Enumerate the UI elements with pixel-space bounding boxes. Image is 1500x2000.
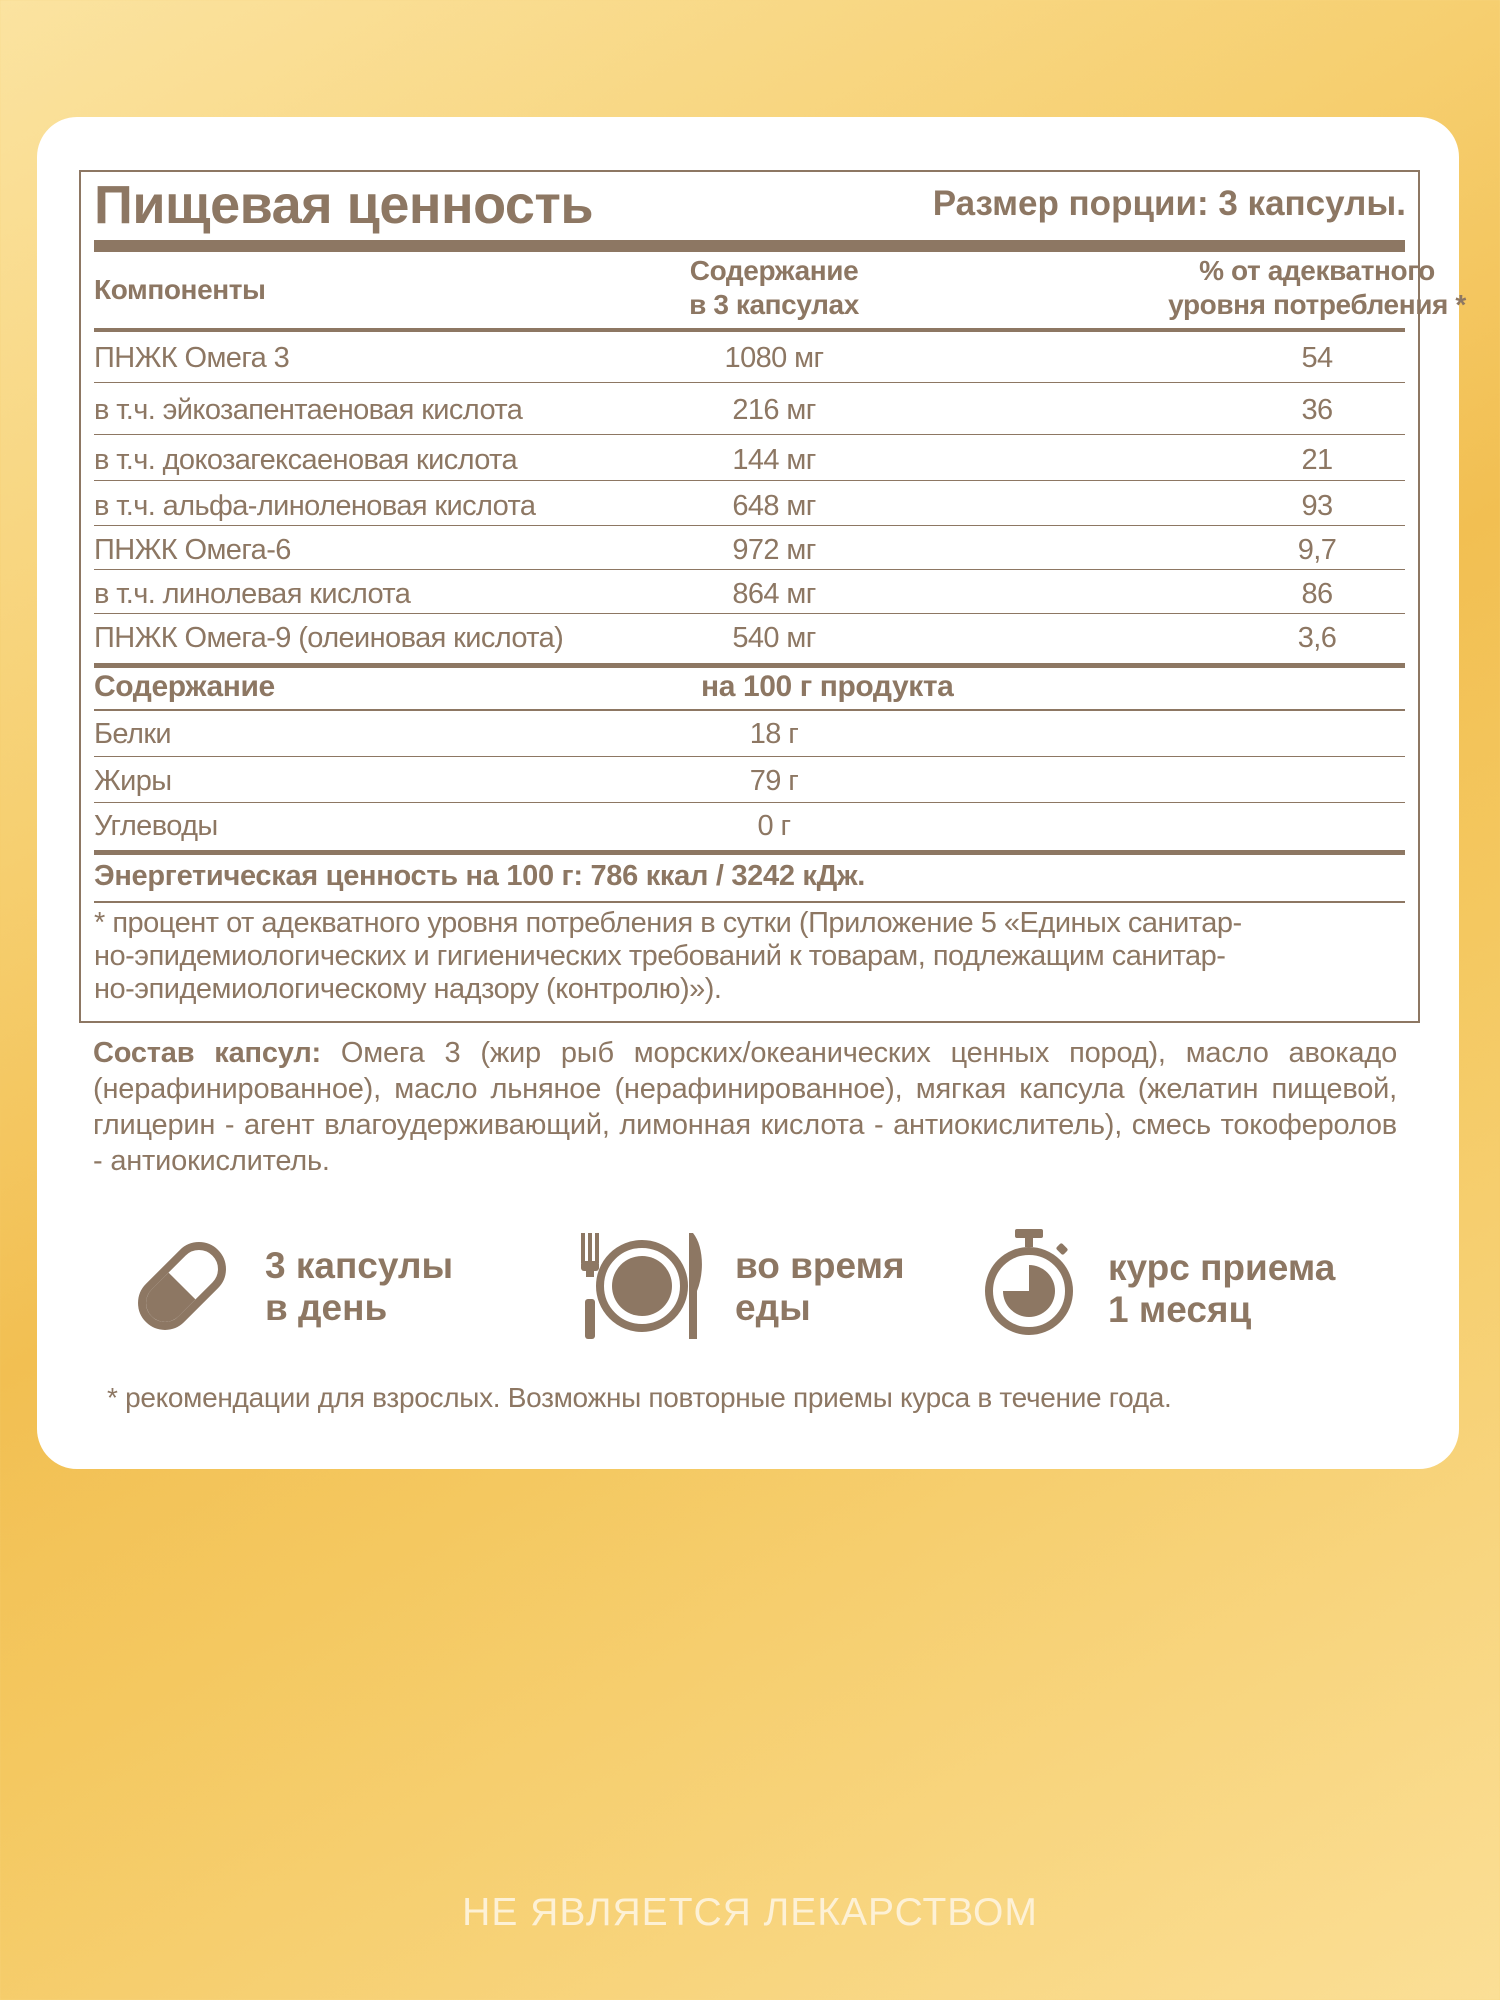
- header-content-line1: Содержание: [689, 255, 859, 286]
- macro-name: Углеводы: [94, 810, 218, 842]
- row-amount: 1080 мг: [724, 342, 824, 374]
- macro-amount: 79 г: [749, 765, 799, 797]
- row-amount: 648 мг: [732, 490, 816, 522]
- row-divider: [94, 756, 1405, 757]
- section-divider: [94, 850, 1405, 855]
- row-percent: 86: [1301, 578, 1333, 610]
- row-amount: 540 мг: [732, 622, 816, 654]
- usage-timing: [735, 1245, 905, 1329]
- serving-size: Размер порции: 3 капсулы.: [932, 184, 1406, 223]
- row-divider: [94, 434, 1405, 435]
- recommendation-note: * рекомендации для взрослых. Возможны повторные приемы курса в течение года.: [107, 1382, 1172, 1413]
- header-percent-line2: уровня потребления *: [1168, 289, 1466, 320]
- row-percent: 3,6: [1297, 622, 1337, 654]
- row-name: в т.ч. линолевая кислота: [94, 578, 411, 610]
- macro-header-left: Содержание: [94, 670, 275, 703]
- row-name: ПНЖК Омега 3: [94, 342, 290, 374]
- header-percent-line1: % от адекватного: [1199, 255, 1435, 286]
- row-percent: 36: [1301, 394, 1333, 426]
- row-amount: 972 мг: [732, 534, 816, 566]
- macro-name: Белки: [94, 718, 172, 750]
- row-divider: [94, 802, 1405, 803]
- panel-title: Пищевая ценность: [94, 175, 594, 235]
- usage-course: [1108, 1247, 1335, 1331]
- energy-divider: [94, 901, 1405, 903]
- row-name: в т.ч. альфа-линоленовая кислота: [94, 490, 536, 522]
- plate-cutlery-icon: [577, 1231, 707, 1346]
- stopwatch-icon: [981, 1227, 1077, 1344]
- usage-timing-line1: во время: [735, 1245, 905, 1286]
- row-amount: 216 мг: [732, 394, 816, 426]
- row-name: ПНЖК Омега-9 (олеиновая кислота): [94, 622, 564, 654]
- capsule-icon: [129, 1233, 235, 1344]
- row-name: в т.ч. докозагексаеновая кислота: [94, 444, 518, 476]
- footnote-line: * процент от адекватного уровня потребления в сутки (Приложение 5 «Единых санитар-: [94, 907, 1242, 939]
- not-a-medicine-label: НЕ ЯВЛЯЕТСЯ ЛЕКАРСТВОМ: [462, 1891, 1038, 1934]
- nutrition-panel: [79, 170, 1466, 1023]
- row-percent: 21: [1301, 444, 1333, 476]
- footnote-line: но-эпидемиологическому надзору (контролю)»).: [94, 973, 722, 1005]
- row-divider: [94, 569, 1405, 570]
- thick-divider: [94, 240, 1405, 252]
- usage-dose-line1: 3 капсулы: [265, 1245, 454, 1286]
- row-name: ПНЖК Омега-6: [94, 534, 291, 566]
- footnote-line: но-эпидемиологических и гигиенических требований к товарам, подлежащим санитар-: [94, 940, 1226, 972]
- energy-value: Энергетическая ценность на 100 г: 786 ккал / 3242 кДж.: [94, 860, 866, 892]
- macro-name: Жиры: [94, 765, 172, 797]
- row-divider: [94, 613, 1405, 614]
- composition-text: Омега 3 (жир рыб морских/океанических ценных пород), масло авокадо (нерафинированное), масло льняное (нерафинированное), мягкая капсула (желатин пищевой, глицерин - агент влагоудерживающий, лимонная кислота - антиокислитель), смесь токоферолов - антиокислитель.: [93, 1037, 1397, 1177]
- usage-course-line1: курс приема: [1108, 1247, 1336, 1288]
- row-divider: [94, 525, 1405, 526]
- macro-header-right: на 100 г продукта: [701, 670, 954, 703]
- macro-amount: 0 г: [757, 810, 791, 842]
- composition: [93, 1035, 1397, 1179]
- row-divider: [94, 382, 1405, 383]
- header-divider: [94, 328, 1405, 332]
- usage-dose: [265, 1245, 453, 1329]
- usage-timing-line2: еды: [735, 1287, 811, 1328]
- row-percent: 54: [1301, 342, 1333, 374]
- row-divider: [94, 480, 1405, 481]
- header-component: Компоненты: [94, 274, 266, 305]
- macro-header-divider: [94, 709, 1405, 711]
- usage-course-line2: 1 месяц: [1108, 1289, 1252, 1330]
- row-amount: 144 мг: [732, 444, 816, 476]
- section-divider: [94, 663, 1405, 668]
- row-percent: 9,7: [1297, 534, 1337, 566]
- macro-amount: 18 г: [749, 718, 799, 750]
- row-percent: 93: [1301, 490, 1333, 522]
- composition-label: Состав капсул:: [93, 1037, 321, 1069]
- row-amount: 864 мг: [732, 578, 816, 610]
- header-content-line2: в 3 капсулах: [689, 289, 859, 320]
- info-card: [37, 117, 1466, 1469]
- usage-dose-line2: в день: [265, 1287, 388, 1328]
- row-name: в т.ч. эйкозапентаеновая кислота: [94, 394, 523, 426]
